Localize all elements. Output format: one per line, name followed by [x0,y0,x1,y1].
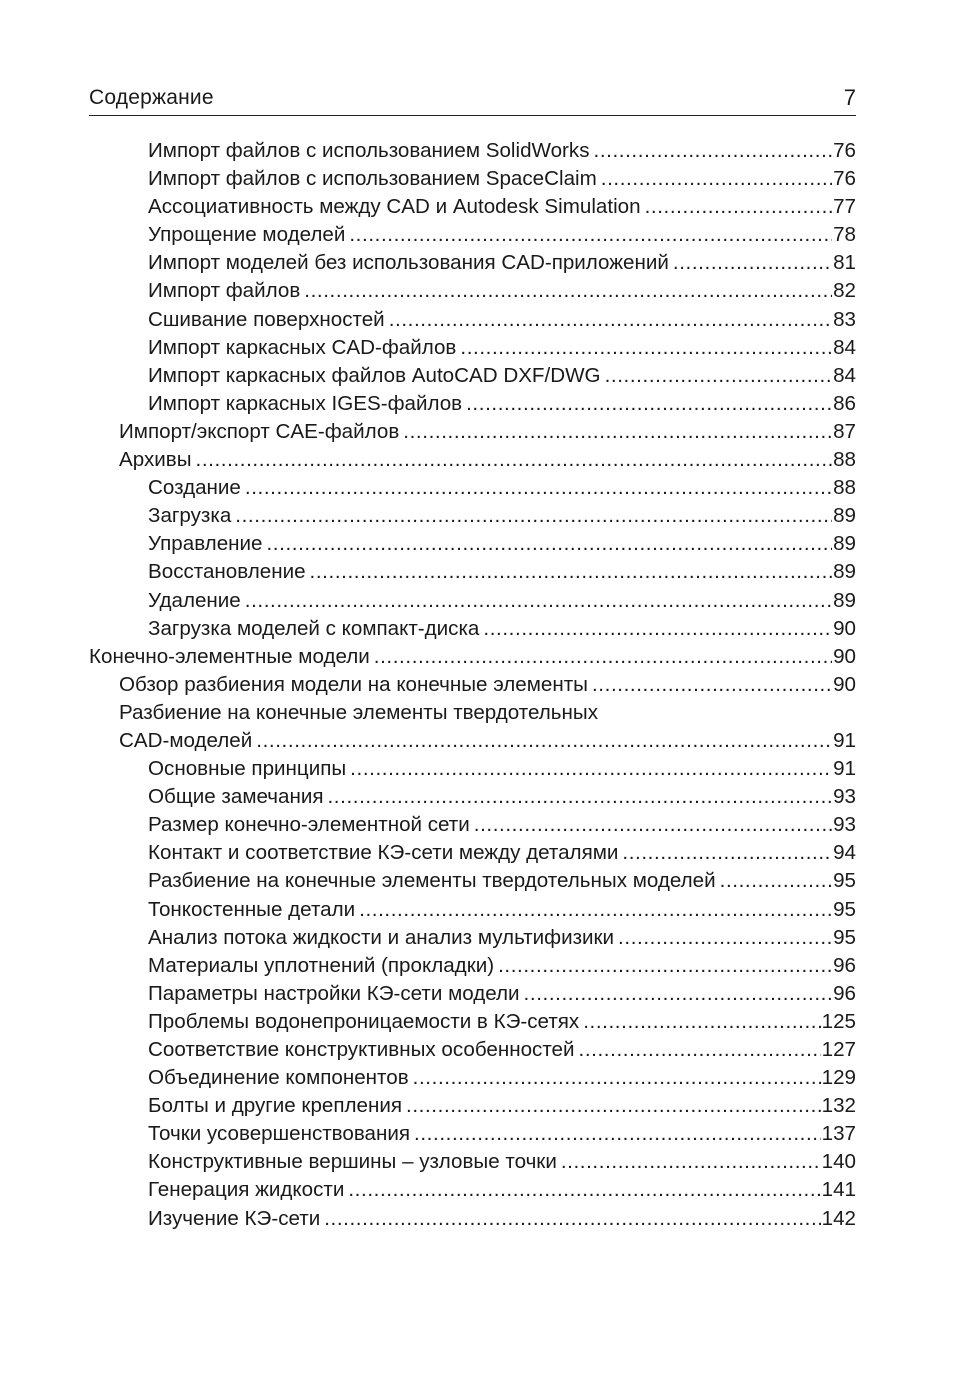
toc-entry-title: Импорт каркасных IGES-файлов [148,391,463,415]
toc-entry [89,1205,856,1233]
toc-entry-page: 86 [833,391,856,415]
toc-entry-title: Импорт файлов с использованием SolidWorks [148,139,590,162]
toc-entry [89,699,856,727]
toc-entry [89,980,856,1008]
toc-dot-leader [720,867,832,895]
toc-entry-title: Загрузка моделей с компакт-диска [148,616,480,640]
toc-entry [89,1008,856,1036]
toc-entry [89,165,856,193]
toc-entry-title: Импорт каркасных CAD-файлов [148,335,457,359]
toc-dot-leader [460,334,832,362]
toc-entry-title: Конструктивные вершины – узловые точки [148,1150,557,1174]
toc-dot-leader [601,165,832,193]
toc-dot-leader [605,362,833,390]
toc-entry-page: 88 [833,448,856,472]
toc-entry-page: 90 [833,644,856,668]
toc-entry-page: 93 [833,785,856,809]
toc-entry-page: 78 [833,223,856,247]
toc-entry-page: 90 [833,672,856,696]
toc-dot-leader [348,1176,820,1204]
toc-dot-leader [483,615,832,643]
toc-entry [89,1120,856,1148]
toc-entry [89,643,856,671]
toc-entry [89,867,856,895]
toc-entry-page: 76 [833,167,856,191]
toc-entry-title: Разбиение на конечные элементы твердотельных моделей [148,869,716,893]
toc-dot-leader [245,474,832,502]
toc-entry-title: Архивы [119,448,192,472]
toc-entry-page: 76 [833,139,856,162]
toc-dot-leader [673,249,832,277]
toc-dot-leader [304,277,832,305]
toc-entry-page: 141 [821,1178,856,1202]
toc-dot-leader [594,137,833,165]
toc-entry [89,1148,856,1176]
toc-entry-page: 96 [833,981,856,1005]
toc-entry-title: CAD-моделей [119,728,253,752]
toc-entry [89,671,856,699]
running-title: Содержание [89,86,214,109]
toc-entry-title: Болты и другие крепления [148,1094,403,1118]
toc-entry-page: 81 [833,251,856,275]
toc-entry [89,924,856,952]
toc-entry [89,727,856,755]
toc-entry-page: 140 [821,1150,856,1174]
toc-entry-title: Ассоциативность между CAD и Autodesk Simulation [148,195,641,219]
toc-entry [89,502,856,530]
toc-entry [89,474,856,502]
toc-entry-page: 83 [833,307,856,331]
toc-entry-title: Основные принципы [148,757,347,781]
toc-entry [89,249,856,277]
toc-dot-leader [561,1148,821,1176]
page-header [89,84,856,116]
toc-dot-leader [324,1205,820,1233]
toc-entry [89,137,856,165]
toc-entry-title: Импорт моделей без использования CAD-приложений [148,251,669,275]
toc-entry [89,446,856,474]
toc-dot-leader [498,952,832,980]
toc-entry [89,306,856,334]
toc-entry-title: Загрузка [148,504,232,528]
toc-dot-leader [645,193,833,221]
toc-entry-title: Конечно-элементные модели [89,644,370,668]
toc-entry-title: Импорт файлов с использованием SpaceClaim [148,167,597,191]
toc-dot-leader [583,1008,820,1036]
toc-dot-leader [403,418,832,446]
toc-entry-title: Упрощение моделей [148,223,346,247]
toc-entry [89,1176,856,1204]
toc-entry-title: Создание [148,476,241,500]
toc-entry-title: Импорт/экспорт CAE-файлов [119,419,400,443]
toc-entry [89,558,856,586]
toc-entry-page: 88 [833,476,856,500]
toc-entry [89,1092,856,1120]
toc-entry-title: Материалы уплотнений (прокладки) [148,953,495,977]
toc-dot-leader [350,755,832,783]
toc-entry [89,755,856,783]
toc-entry-title: Управление [148,532,263,556]
toc-dot-leader [256,727,832,755]
toc-entry-page: 95 [833,869,856,893]
toc-entry-title: Параметры настройки КЭ-сети модели [148,981,520,1005]
toc-entry-title: Точки усовершенствования [148,1122,411,1146]
toc-dot-leader [466,390,832,418]
toc-entry-page: 95 [833,897,856,921]
toc-entry-title: Разбиение на конечные элементы твердотельных [119,700,598,724]
toc-entry-page: 91 [833,757,856,781]
toc-entry-title: Обзор разбиения модели на конечные элементы [119,672,588,696]
toc-entry [89,1036,856,1064]
toc-entry [89,390,856,418]
toc-entry [89,334,856,362]
toc-entry [89,277,856,305]
toc-entry-page: 84 [833,335,856,359]
toc-dot-leader [474,811,832,839]
toc-dot-leader [349,221,832,249]
toc-dot-leader [235,502,832,530]
toc-entry-title: Сшивание поверхностей [148,307,385,331]
toc-entry-page: 84 [833,363,856,387]
toc-entry [89,839,856,867]
toc-entry-page: 77 [833,195,856,219]
toc-entry [89,783,856,811]
toc-dot-leader [389,306,832,334]
toc-entry-title: Импорт каркасных файлов AutoCAD DXF/DWG [148,363,601,387]
toc-dot-leader [327,783,832,811]
toc-entry-title: Объединение компонентов [148,1066,409,1090]
toc-entry-title: Генерация жидкости [148,1178,345,1202]
toc-dot-leader [266,530,832,558]
toc-entry-title: Размер конечно-элементной сети [148,813,470,837]
toc-entry-page: 94 [833,841,856,865]
toc-entry-page: 137 [821,1122,856,1146]
toc-entry [89,896,856,924]
toc-dot-leader [374,643,832,671]
toc-dot-leader [196,446,833,474]
toc-entry-page: 127 [821,1038,856,1061]
toc-entry-page: 87 [833,419,856,443]
toc-entry [89,811,856,839]
toc-entry-page: 89 [833,504,856,528]
toc-entry-title: Общие замечания [148,785,324,809]
toc-entry-page: 132 [821,1094,856,1118]
toc-dot-leader [618,924,832,952]
toc-entry-page: 89 [833,560,856,584]
toc-entry-page: 82 [833,279,856,303]
toc-entry-page: 93 [833,813,856,837]
toc-dot-leader [245,587,832,615]
toc-entry-page: 96 [833,953,856,977]
toc-entry [89,418,856,446]
toc-entry-page: 125 [821,1009,856,1033]
toc-entry-title: Соответствие конструктивных особенностей [148,1038,575,1061]
toc-dot-leader [414,1120,821,1148]
toc-dot-leader [310,558,833,586]
toc-entry [89,615,856,643]
toc-entry [89,952,856,980]
toc-dot-leader [524,980,833,1008]
toc-dot-leader [579,1036,821,1064]
toc-entry [89,193,856,221]
toc-entry-title: Восстановление [148,560,306,584]
toc-entry [89,362,856,390]
toc-dot-leader [592,671,832,699]
toc-entry-page: 91 [833,728,856,752]
toc-entry-page: 95 [833,925,856,949]
toc-entry [89,530,856,558]
toc-entry-title: Импорт файлов [148,279,301,303]
table-of-contents [89,137,856,1233]
toc-dot-leader [622,839,832,867]
toc-dot-leader [406,1092,821,1120]
toc-entry-title: Изучение КЭ-сети [148,1206,321,1230]
toc-entry-page: 89 [833,532,856,556]
toc-entry-page: 89 [833,588,856,612]
toc-entry-title: Проблемы водонепроницаемости в КЭ-сетях [148,1009,580,1033]
toc-dot-leader [359,896,832,924]
toc-entry [89,587,856,615]
toc-entry-title: Тонкостенные детали [148,897,356,921]
toc-entry-page: 129 [821,1066,856,1090]
page-number: 7 [843,85,856,110]
toc-entry-title: Анализ потока жидкости и анализ мультифизики [148,925,615,949]
toc-entry-title: Контакт и соответствие КЭ-сети между деталями [148,841,619,865]
toc-entry [89,221,856,249]
toc-entry-title: Удаление [148,588,241,612]
toc-entry-page: 142 [821,1206,856,1230]
toc-entry-page: 90 [833,616,856,640]
toc-dot-leader [413,1064,821,1092]
toc-entry [89,1064,856,1092]
